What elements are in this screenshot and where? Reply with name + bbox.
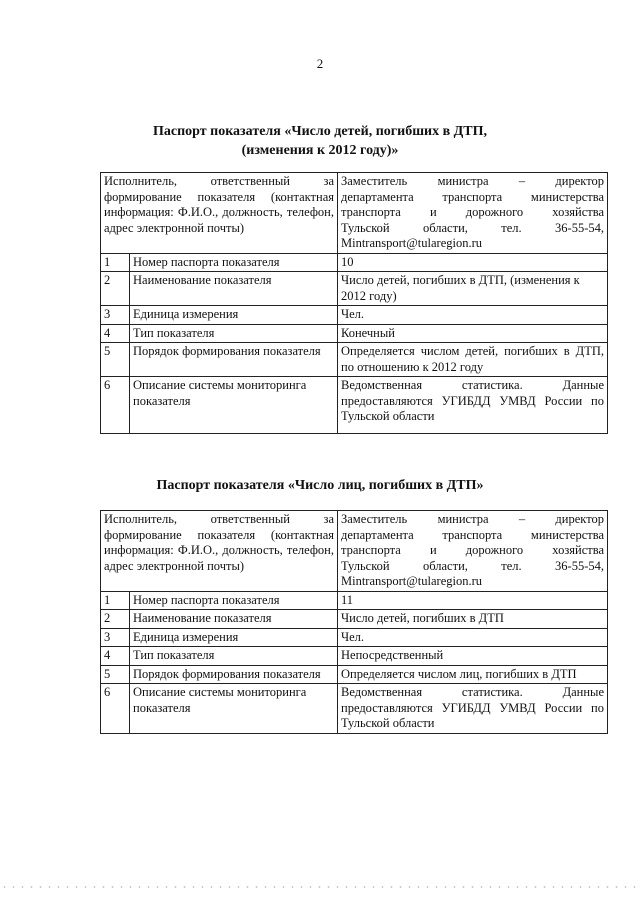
row-label: Единица измерения — [130, 306, 338, 325]
row-number: 3 — [101, 306, 130, 325]
passport1-title — [0, 122, 640, 160]
table-row — [101, 628, 608, 647]
row-number: 5 — [101, 665, 130, 684]
row-value: Чел. — [338, 628, 608, 647]
table-row — [101, 665, 608, 684]
row-label: Порядок формирования показателя — [130, 343, 338, 377]
table-row — [101, 343, 608, 377]
executor-line: транспорта и дорожного хозяйства — [341, 205, 604, 219]
passport2-title — [0, 476, 640, 495]
row-value: Непосредственный — [338, 647, 608, 666]
table-row — [101, 173, 608, 254]
passport2-title-line1: Паспорт показателя «Число лиц, погибших в ДТП» — [156, 478, 484, 493]
executor-line: Тульской области, тел. 36-55-54, — [341, 558, 604, 573]
table-row — [101, 377, 608, 434]
row-value: Число детей, погибших в ДТП — [338, 610, 608, 629]
passport1-table — [100, 172, 608, 434]
passport1-title-line2: (изменения к 2012 году)» — [241, 143, 399, 158]
row-value: Конечный — [338, 324, 608, 343]
row-value: Ведомственная статистика. Данные предоставляются УГИБДД УМВД России по Тульской области — [338, 684, 608, 734]
row-label: Единица измерения — [130, 628, 338, 647]
row-value: Чел. — [338, 306, 608, 325]
executor-line: департамента транспорта министерства — [341, 527, 604, 542]
row-label: Описание системы мониторинга показателя — [130, 377, 338, 434]
table-row — [101, 647, 608, 666]
table-row — [101, 324, 608, 343]
row-label: Описание системы мониторинга показателя — [130, 684, 338, 734]
row-value: Ведомственная статистика. Данные предоставляются УГИБДД УМВД России по Тульской области — [338, 377, 608, 434]
row-value: 11 — [338, 591, 608, 610]
executor-line: департамента транспорта министерства — [341, 189, 604, 204]
executor-label: Исполнитель, ответственный за формирование показателя (контактная информация: Ф.И.О., должность, телефон, адрес электронной почты) — [101, 173, 338, 254]
executor-line: Заместитель министра – директор — [341, 174, 604, 188]
table-row — [101, 511, 608, 592]
row-label: Наименование показателя — [130, 272, 338, 306]
row-value: 10 — [338, 253, 608, 272]
executor-value — [338, 173, 608, 254]
table-row — [101, 684, 608, 734]
row-value: Определяется числом лиц, погибших в ДТП — [338, 665, 608, 684]
passport1-title-line1: Паспорт показателя «Число детей, погибших в ДТП, — [152, 124, 487, 139]
executor-label: Исполнитель, ответственный за формирование показателя (контактная информация: Ф.И.О., должность, телефон, адрес электронной почты) — [101, 511, 338, 592]
executor-email: Mintransport@tularegion.ru — [341, 574, 482, 588]
row-label: Наименование показателя — [130, 610, 338, 629]
executor-line: Тульской области, тел. 36-55-54, — [341, 220, 604, 235]
row-value: Число детей, погибших в ДТП, (изменения к 2012 году) — [338, 272, 608, 306]
row-number: 1 — [101, 253, 130, 272]
table-row — [101, 591, 608, 610]
executor-line: транспорта и дорожного хозяйства — [341, 543, 604, 557]
row-label: Номер паспорта показателя — [130, 253, 338, 272]
table-row — [101, 610, 608, 629]
row-number: 6 — [101, 377, 130, 434]
row-number: 5 — [101, 343, 130, 377]
row-number: 1 — [101, 591, 130, 610]
executor-value — [338, 511, 608, 592]
table-row — [101, 253, 608, 272]
row-value: Определяется числом детей, погибших в ДТП, по отношению к 2012 году — [338, 343, 608, 377]
executor-line: Заместитель министра – директор — [341, 512, 604, 526]
row-label: Номер паспорта показателя — [130, 591, 338, 610]
row-label: Порядок формирования показателя — [130, 665, 338, 684]
page-number: 2 — [316, 56, 324, 71]
row-label: Тип показателя — [130, 647, 338, 666]
row-number: 6 — [101, 684, 130, 734]
executor-email: Mintransport@tularegion.ru — [341, 236, 482, 250]
row-number: 4 — [101, 647, 130, 666]
row-number: 3 — [101, 628, 130, 647]
row-number: 2 — [101, 272, 130, 306]
row-label: Тип показателя — [130, 324, 338, 343]
table-row — [101, 272, 608, 306]
table-row — [101, 306, 608, 325]
scan-dots-divider — [0, 885, 640, 889]
passport2-table — [100, 510, 608, 734]
row-number: 4 — [101, 324, 130, 343]
row-number: 2 — [101, 610, 130, 629]
